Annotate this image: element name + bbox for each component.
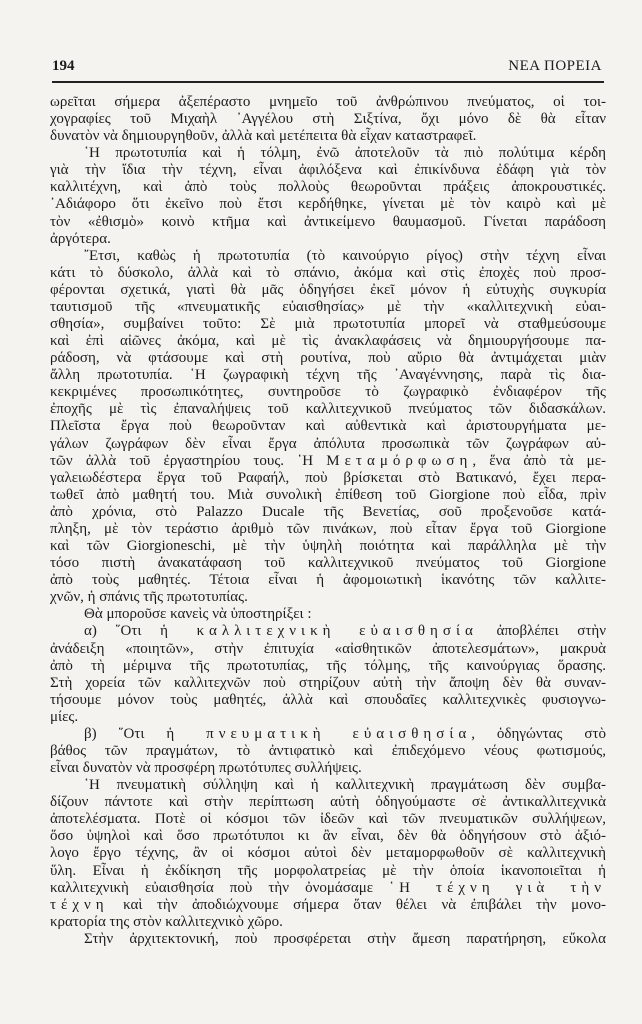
text-line: χογραφίες τοῦ Μιχαὴλ ᾿Αγγέλου στὴ Σιξτίνα, ὄχι μόνο δὲ θὰ εἶταν [50,111,606,128]
text-line: γάλων ζωγράφων δὲν εἶναι ἔργα ἀπόλυτα προσωπικὰ τῶν ζωγράφων αὐ- [50,435,606,452]
text-line: Στὴ χορεία τῶν καλλιτεχνῶν ποὺ στηρίζουν αὐτὴ τὴν ἄποψη δὲν θὰ συναν- [50,674,606,691]
text-line: τόσο πιστὴ ἀνακατάφαση τοῦ καλλιτεχνικοῦ πνεύματος τοῦ Giorgione [50,555,606,572]
text-line [50,726,606,743]
text-line: ῎Ετσι, καθὼς ἡ πρωτοτυπία (τὸ καινούργιο ρίγος) στὴν τέχνη εἶναι [84,247,606,264]
text-line: ἐποχῆς μὲ τὶς ἐπαναλήψεις τοῦ καλλιτεχνικοῦ πνεύματος τῶν διδασκάλων. [50,401,606,418]
text-line: σθησία», συμβαίνει τοῦτο: Σὲ μιὰ πρωτοτυπία μπορεῖ νὰ σταθμεύσουμε [50,316,606,333]
text-line: Πλεῖστα ἔργα ποὺ θεωροῦνταν καὶ αὐθεντικὰ καὶ ἀριστουργήματα με- [50,418,606,435]
text-line: ῾Η πνευματικὴ σύλληψη καὶ ἡ καλλιτεχνικὴ πραγμάτωση δὲν συμβα- [84,777,606,794]
text-line [50,897,606,914]
text-line: γιὰ τὴν ἴδια τὴν τέχνη, εἶναι ἀφιλόξενα καὶ ἐπικίνδυνα ἐδάφη γιὰ τὸν [50,162,606,179]
body-text [50,94,606,948]
text-segment: καλλιτεχνικὴ εὐαισθησία ποὺ τὴν ὀνομάσαμε [50,879,390,896]
text-segment: ἀποβλέπει στὴν [477,623,607,640]
text-line: καλλιτέχνη, καὶ ἀπὸ τοὺς πολλοὺς θεωροῦνται πράξεις ἀποκρουστικές. [50,179,606,196]
text-line [50,880,606,897]
text-line: ἄλλη πρωτοτυπία. ῾Η ζωγραφικὴ τέχνη τῆς ᾿Αναγέννησης, παρὰ τὶς δια- [50,367,606,384]
text-line: τήσουμε μόνον τοὺς μαθητές, ἀλλὰ καὶ σπουδαῖες καλλιτεχνικὲς φυσιογνω- [50,691,606,708]
text-line [50,623,606,640]
text-line: δυνατὸν νὰ δημιουργηθοῦν, ἀλλὰ καὶ μετέπειτα θὰ εἶχαν καταστραφεῖ. [50,128,477,145]
text-line: χνῶν, ἡ σπάνις τῆς πρωτοτυπίας. [50,589,248,606]
spaced-emphasis: ἡ πνευματικὴ εὐαισθησία [166,725,472,742]
running-header [52,58,602,80]
text-line: Θὰ μποροῦσε κανεὶς νὰ ὑποστηρίξει : [84,606,312,623]
text-line: ὕλη. Εἶναι ἡ ἐκδίκηση τῆς μορφολατρείας μὲ τὴν ὁποία ἱκανοποιεῖται ἡ [50,862,606,879]
text-line: τωθεῖ ἀπὸ μαθητή του. Μιὰ συνολικὴ ἐπίθεση τοῦ Giorgione ποὺ εἶδα, πρὶν [50,486,606,503]
text-line: βάθος τῶν πραγμάτων, τὸ ἀντιφατικὸ καὶ ἐπιδεχόμενο νέους φωτισμούς, [50,742,606,759]
text-segment: α) ῞Οτι [84,623,161,640]
text-line: ταυτισμοῦ τῆς «πνευματικῆς εὐαισθησίας» μὲ τὴν «καλλιτεχνικὴ εὐαι- [50,298,606,315]
spaced-emphasis: ῾Η τέχνη γιὰ τὴν [389,879,606,896]
text-line: κάτι τὸ δύσκολο, ἀλλὰ καὶ τὸ σπάνιο, ἀκόμα καὶ στὶς ἐποχὲς ποὺ προσ- [50,264,606,281]
text-line: ἀπὸ χρόνια, στὸ Palazzo Ducale τῆς Βενετίας, σοῦ προξενοῦσε κατά- [50,503,606,520]
text-segment: τῶν ἀλλὰ τοῦ ἐργαστηρίου τους. ῾Η [50,452,327,469]
text-line: ἀνάδειξη «ποιητῶν», στὴν ἐπιτυχία «αἰσθητικῶν ἀποτελεσμάτων», μακρυὰ [50,640,606,657]
text-segment: , ὁδηγώντας στὸ [471,725,606,742]
text-line: ἀπὸ τὴ μέριμνα τῆς πρωτοτυπίας, τῆς τόλμης, τῆς καινούργιας ὅρασης. [50,657,606,674]
text-line: πληξη, μὲ τὸν τεράστιο ἀριθμὸ τῶν πινάκων, ποὺ εἶταν ἔργα τοῦ Giorgione [50,520,606,537]
text-line: δίζουν πάντοτε καὶ στὴν περίπτωση αὐτὴ ὁδηγούμαστε σὲ ἀντικαλλιτεχνικὰ [50,794,606,811]
text-line: ωρεῖται σήμερα ἀξεπέραστο μνημεῖο τοῦ ἀνθρώπινου πνεύματος, οἱ τοι- [50,94,606,110]
text-segment: , ἕνα ἀπὸ τὰ με- [472,452,606,469]
text-line: ἀποτελέσματα. Ποτὲ οἱ κόσμοι τῶν ἰδεῶν καὶ τῶν πνευματικῶν συλλήψεων, [50,811,606,828]
text-line: κεκριμένες προσωπικότητες, συντηροῦσε τὸ ζωγραφικὸ ἐνδιαφέρον τῆς [50,384,606,401]
spaced-emphasis: τέχνη [50,896,109,913]
text-line: εἶναι δυνατὸν νὰ προσφέρη πρωτότυπες συλλήψεις. [50,760,362,777]
text-line: κρατορία της στὸν καλλιτεχνικὸ χῶρο. [50,913,283,930]
text-line: ἀργότερα. [50,230,111,247]
page-number: 194 [52,58,75,74]
text-segment: β) ῞Οτι [84,725,167,742]
text-line: φέρονται σχετικά, γιατὶ θὰ μᾶς ὁδηγήσει ἐκεῖ μόνον ἡ εὐτυχὴς συγκυρία [50,281,606,298]
text-line: Στὴν ἀρχιτεκτονική, ποὺ προσφέρεται στὴν ἄμεση παρατήρηση, εὔκολα [84,930,606,947]
text-line [50,453,606,470]
text-line: ράδοση, νὰ φτάσουμε καὶ στὴ ρουτίνα, ποὺ αὔριο θὰ ἀντιμάχεται μιὰν [50,350,606,367]
text-line: ᾿Αδιάφορο ὅτι ἐκεῖνο ποὺ ἔτσι κερδήθηκε, γίνεται μὲ τὸν καιρὸ καὶ μὲ [50,196,606,213]
text-line: ἀπὸ τοὺς μαθητές. Τέτοια εἶναι ἡ ἀφομοιωτικὴ ἱκανότης τῶν καλλιτε- [50,572,606,589]
text-line: ὅσο ὑψηλοὶ καὶ ὅσο πρωτότυποι κι ἂν εἶναι, δὲν θὰ ὁδηγήσουν στὸ ἀξιό- [50,828,606,845]
text-segment: καὶ τὴν ἀποδιώχνουμε σήμερα ὅταν θέλει νὰ ἐπιβάλει τὴν μονο- [108,896,606,913]
text-line: καὶ ἐπὶ αἰῶνες ἀκόμα, καὶ μὲ τὶς ἀνακλαφάσεις νὰ δημιουργήσουμε πα- [50,333,606,350]
running-title: ΝΕΑ ΠΟΡΕΙΑ [508,58,602,74]
text-line: τὸν «ἐθισμὸ» κοινὸ κτῆμα καὶ ἀντικείμενο θαυμασμοῦ. Γίνεται παράδοση [50,213,606,230]
text-line: γαλειωδέστερα ἔργα τοῦ Ραφαήλ, ποὺ βρίσκεται στὸ Βατικανό, ἔχει περα- [50,469,606,486]
text-line: μίες. [50,708,79,725]
text-line: λογο ἔργο τέχνης, ἂν οἱ κόσμοι αὐτοὶ δὲν μεταμορφωθοῦν σὲ καλλιτεχνικὴ [50,845,606,862]
text-line: καὶ τῶν Giorgioneschi, μὲ τὴν ὑψηλὴ ποιότητα καὶ παράλληλα μὲ τὴν [50,538,606,555]
header-rule [52,81,604,83]
text-line: ῾Η πρωτοτυπία καὶ ἡ τόλμη, ἐνῶ ἀποτελοῦν τὰ πιὸ πολύτιμα κέρδη [84,145,606,162]
spaced-emphasis: ἡ καλλιτεχνικὴ εὐαισθησία [160,623,478,640]
spaced-emphasis: Μεταμόρφωση [326,452,473,469]
